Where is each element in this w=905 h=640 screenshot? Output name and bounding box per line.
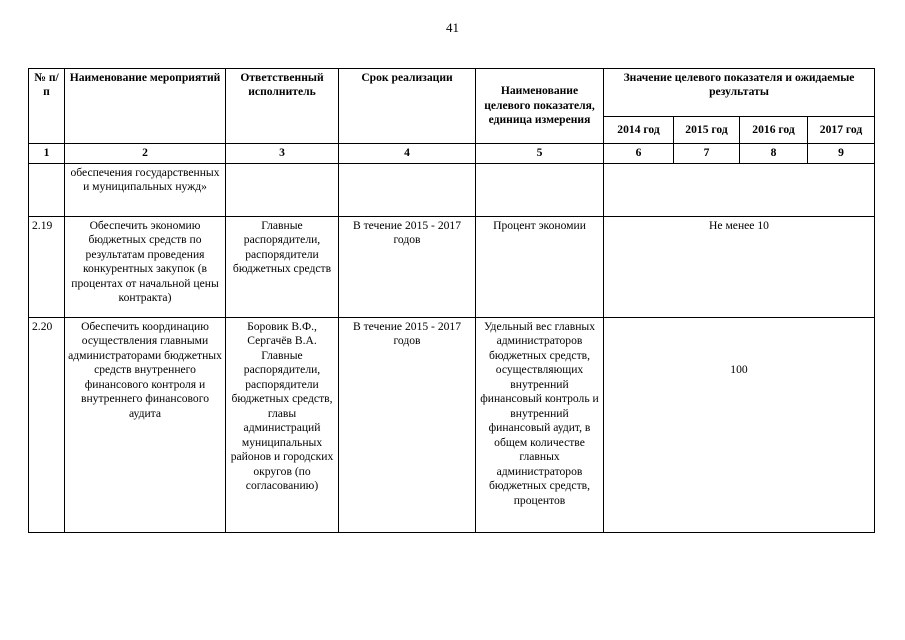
column-number: 7: [674, 144, 740, 164]
table-row: [29, 164, 875, 217]
row-number: [29, 164, 65, 217]
row-indicator: [476, 164, 604, 217]
row-indicator: Процент экономии: [476, 217, 604, 318]
header-number: № п/п: [29, 69, 65, 144]
page-number: 41: [446, 20, 459, 35]
column-number: 8: [740, 144, 808, 164]
table-row: [29, 318, 875, 533]
row-target-value: 100: [604, 318, 875, 533]
header-executor: Ответственный исполнитель: [226, 69, 339, 144]
header-target-values: Значение целевого показателя и ожидаемые результаты: [604, 69, 875, 117]
table-row: [29, 217, 875, 318]
column-number: 6: [604, 144, 674, 164]
header-year-2016: 2016 год: [740, 117, 808, 144]
column-number: 9: [808, 144, 875, 164]
header-row: [29, 69, 875, 117]
row-executor: [226, 164, 339, 217]
column-number-row: [29, 144, 875, 164]
column-number: 3: [226, 144, 339, 164]
header-indicator: Наименование целевого показателя, единица измерения: [476, 69, 604, 144]
row-target-value: [604, 164, 875, 217]
row-executor: Боровик В.Ф., Сергачёв В.А. Главные распорядители, распорядители бюджетных средств, главы администраций муниципальных районов и городских округов (по согласованию): [226, 318, 339, 533]
row-measure-name: Обеспечить экономию бюджетных средств по результатам проведения конкурентных закупок (в процентах от начальной цены контракта): [65, 217, 226, 318]
column-number: 4: [339, 144, 476, 164]
row-period: [339, 164, 476, 217]
header-year-2014: 2014 год: [604, 117, 674, 144]
row-number: 2.20: [29, 318, 65, 533]
header-year-2015: 2015 год: [674, 117, 740, 144]
row-indicator: Удельный вес главных администраторов бюджетных средств, осуществляющих внутренний финансовый контроль и внутренний финансовый аудит, в общем количестве главных администраторов бюджетных средств, процентов: [476, 318, 604, 533]
row-period: В течение 2015 - 2017 годов: [339, 318, 476, 533]
header-measures: Наименование мероприятий: [65, 69, 226, 144]
row-measure-name: Обеспечить координацию осуществления главными администраторами бюджетных средств внутреннего финансового контроля и внутреннего финансового аудита: [65, 318, 226, 533]
header-period: Срок реализации: [339, 69, 476, 144]
header-year-2017: 2017 год: [808, 117, 875, 144]
row-executor: Главные распорядители, распорядители бюджетных средств: [226, 217, 339, 318]
column-number: 2: [65, 144, 226, 164]
column-number: 5: [476, 144, 604, 164]
column-number: 1: [29, 144, 65, 164]
row-target-value: Не менее 10: [604, 217, 875, 318]
row-measure-name: обеспечения государственных и муниципальных нужд»: [65, 164, 226, 217]
row-number: 2.19: [29, 217, 65, 318]
measures-table: [28, 68, 875, 533]
row-period: В течение 2015 - 2017 годов: [339, 217, 476, 318]
